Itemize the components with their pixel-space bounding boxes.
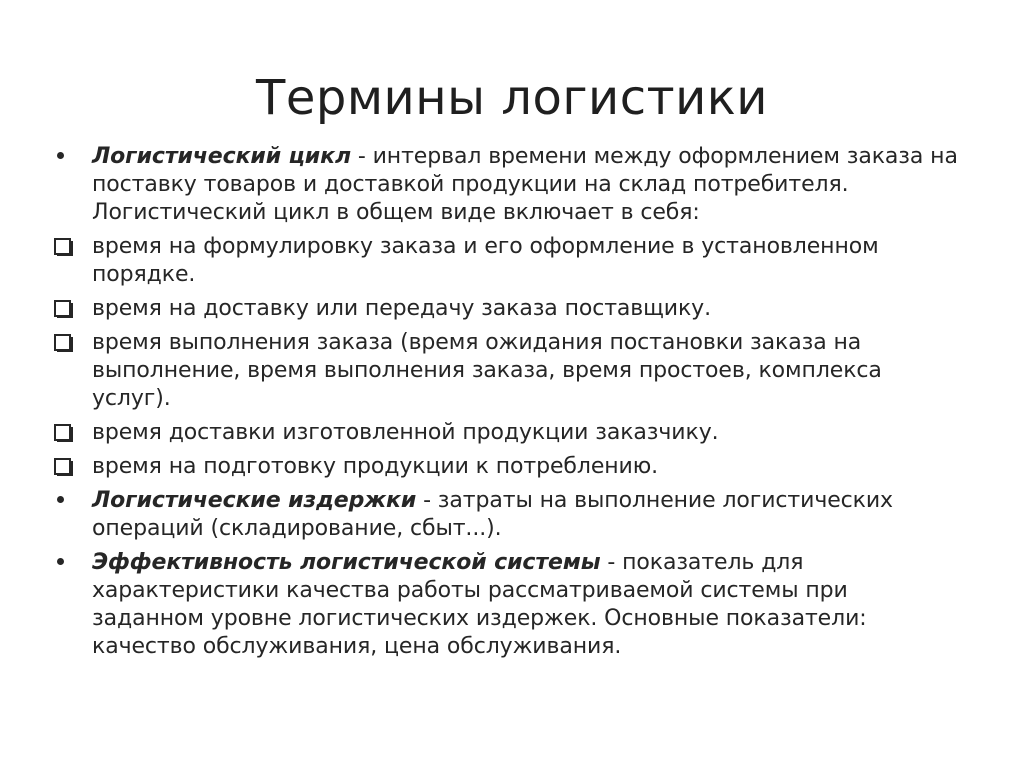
list-item xyxy=(52,143,962,227)
list-item-text: время доставки изготовленной продукции заказчику. xyxy=(92,420,719,445)
checkbox-icon xyxy=(52,233,76,261)
checkbox-icon xyxy=(52,453,76,481)
list-item xyxy=(52,233,962,289)
slide-title: Термины логистики xyxy=(256,70,768,126)
checkbox-icon xyxy=(52,419,76,447)
list-item-text: время на подготовку продукции к потреблению. xyxy=(92,454,659,479)
bullet-icon xyxy=(52,143,76,171)
list-item xyxy=(52,419,962,447)
term-list xyxy=(52,143,962,667)
term-name: Эффективность логистической системы xyxy=(92,550,601,575)
checkbox-icon xyxy=(52,295,76,323)
bullet-icon xyxy=(52,487,76,515)
checkbox-icon xyxy=(52,329,76,357)
list-item-text: время на доставку или передачу заказа поставщику. xyxy=(92,296,711,321)
list-item xyxy=(52,329,962,413)
term-definition: - показатель для характеристики качества работы рассматриваемой системы при заданном уровне логистических издержек. Основные показатели: качество обслуживания, цена обслуживания. xyxy=(92,550,867,659)
term-name: Логистические издержки xyxy=(92,488,417,513)
list-item-text: время выполнения заказа (время ожидания постановки заказа на выполнение, время выполнения заказа, время простоев, комплекса услуг). xyxy=(92,330,882,411)
list-item xyxy=(52,549,962,661)
list-item xyxy=(52,295,962,323)
bullet-icon xyxy=(52,549,76,577)
term-definition: - интервал времени между оформлением заказа на поставку товаров и доставкой продукции на склад потребителя. Логистический цикл в общем виде включает в себя: xyxy=(92,144,958,225)
term-name: Логистический цикл xyxy=(92,144,351,169)
list-item xyxy=(52,453,962,481)
list-item-text: время на формулировку заказа и его оформление в установленном порядке. xyxy=(92,234,879,287)
term-definition: - затраты на выполнение логистических операций (складирование, сбыт...). xyxy=(92,488,893,541)
list-item xyxy=(52,487,962,543)
